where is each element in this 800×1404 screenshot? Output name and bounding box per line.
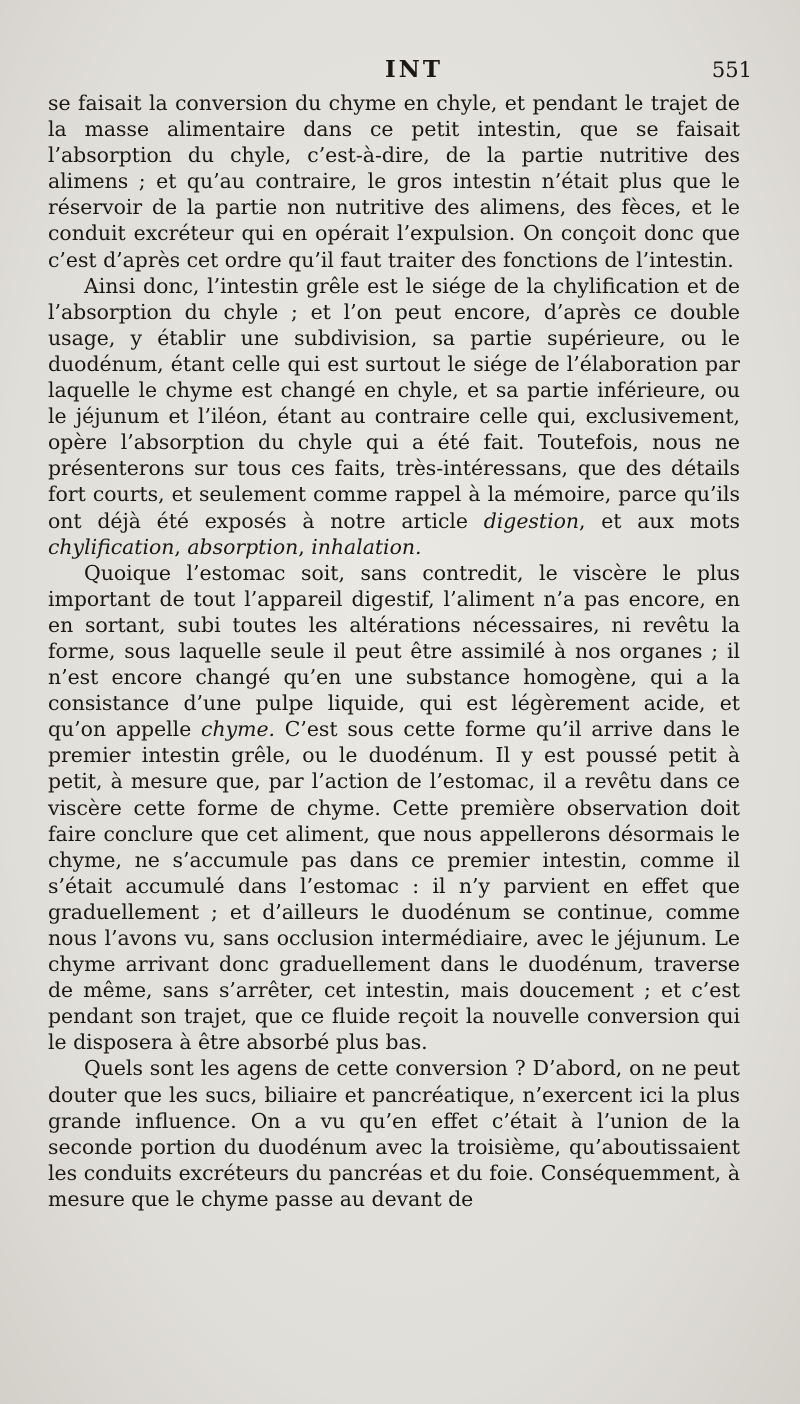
page-number: 551 (711, 58, 752, 82)
paragraph (48, 1055, 740, 1212)
body-text (48, 90, 740, 1212)
italic-term: chylification (48, 534, 175, 559)
text-run: , et aux mots (579, 508, 740, 533)
text-run: , (298, 534, 312, 559)
paragraph (48, 90, 740, 273)
text-run: , (174, 534, 188, 559)
text-run: Quoique l’estomac soit, sans contredit, le viscère le plus important de tout l’appareil digestif, l’aliment n’a pas encore, en en sortant, subi toutes les altérations nécessaires, ni revêtu la forme, sous laquelle seule il peut être assimilé à nos organes ; il n’est encore changé qu’en une substance homogène, qui a la consistance d’une pulpe liquide, qui est légèrement acide, et qu’on appelle (48, 560, 740, 742)
running-head: INT (385, 56, 443, 83)
text-run: Ainsi donc, l’intestin grêle est le siége de la chylification et de l’absorption du chyle ; et l’on peut encore, d’après ce double usage, y établir une subdivision, sa partie supérieure, ou le duodénum, étant celle qui est surtout le siége de l’élaboration par laquelle le chyme est changé en chyle, et sa partie inférieure, ou le jéjunum et l’iléon, étant au contraire celle qui, exclusivement, opère l’absorption du chyle qui a été fait. Toutefois, nous ne présenterons sur tous ces faits, très-intéressans, que des détails fort courts, et seulement comme rappel à la mémoire, parce qu’ils ont déjà été exposés à notre article (48, 273, 740, 533)
italic-term: inhalation. (311, 534, 422, 559)
italic-term: absorption (187, 534, 299, 559)
text-run: se faisait la conversion du chyme en chyle, et pendant le trajet de la masse alimentaire dans ce petit intestin, que se faisait l’absorption du chyle, c’est-à-dire, de la partie nutritive des alimens ; et qu’au contraire, le gros intestin n’était plus que le réservoir de la partie non nutritive des alimens, des fèces, et le conduit excréteur qui en opérait l’expulsion. On conçoit donc que c’est d’après cet ordre qu’il faut traiter des fonctions de l’intestin. (48, 91, 740, 272)
italic-term: chyme. (201, 717, 275, 742)
italic-term: digestion (483, 508, 580, 533)
paragraph (48, 273, 740, 560)
text-run: C’est sous cette forme qu’il arrive dans le premier intestin grêle, ou le duodénum. Il y est poussé petit à petit, à mesure que, par l’action de l’estomac, il a revêtu dans ce viscère cette forme de chyme. Cette première observation doit faire conclure que cet aliment, que nous appellerons désormais le chyme, ne s’accumule pas dans ce premier intestin, comme il s’était accumulé dans l’estomac : il n’y parvient en effet que graduellement ; et d’ailleurs le duodénum se continue, comme nous l’avons vu, sans occlusion intermédiaire, avec le jéjunum. Le chyme arrivant donc graduellement dans le duodénum, traverse de même, sans s’arrêter, cet intestin, mais doucement ; et c’est pendant son trajet, que ce fluide reçoit la nouvelle conversion qui le disposera à être absorbé plus bas. (48, 717, 740, 1055)
paragraph (48, 560, 740, 1056)
text-run: Quels sont les agens de cette conversion ? D’abord, on ne peut douter que les sucs, biliaire et pancréatique, n’exercent ici la plus grande influence. On a vu qu’en effet c’était à l’union de la seconde portion du duodénum avec la troisième, qu’aboutissaient les conduits excréteurs du pancréas et du foie. Conséquemment, à mesure que le chyme passe au devant de (48, 1056, 740, 1211)
page-header (48, 56, 752, 90)
